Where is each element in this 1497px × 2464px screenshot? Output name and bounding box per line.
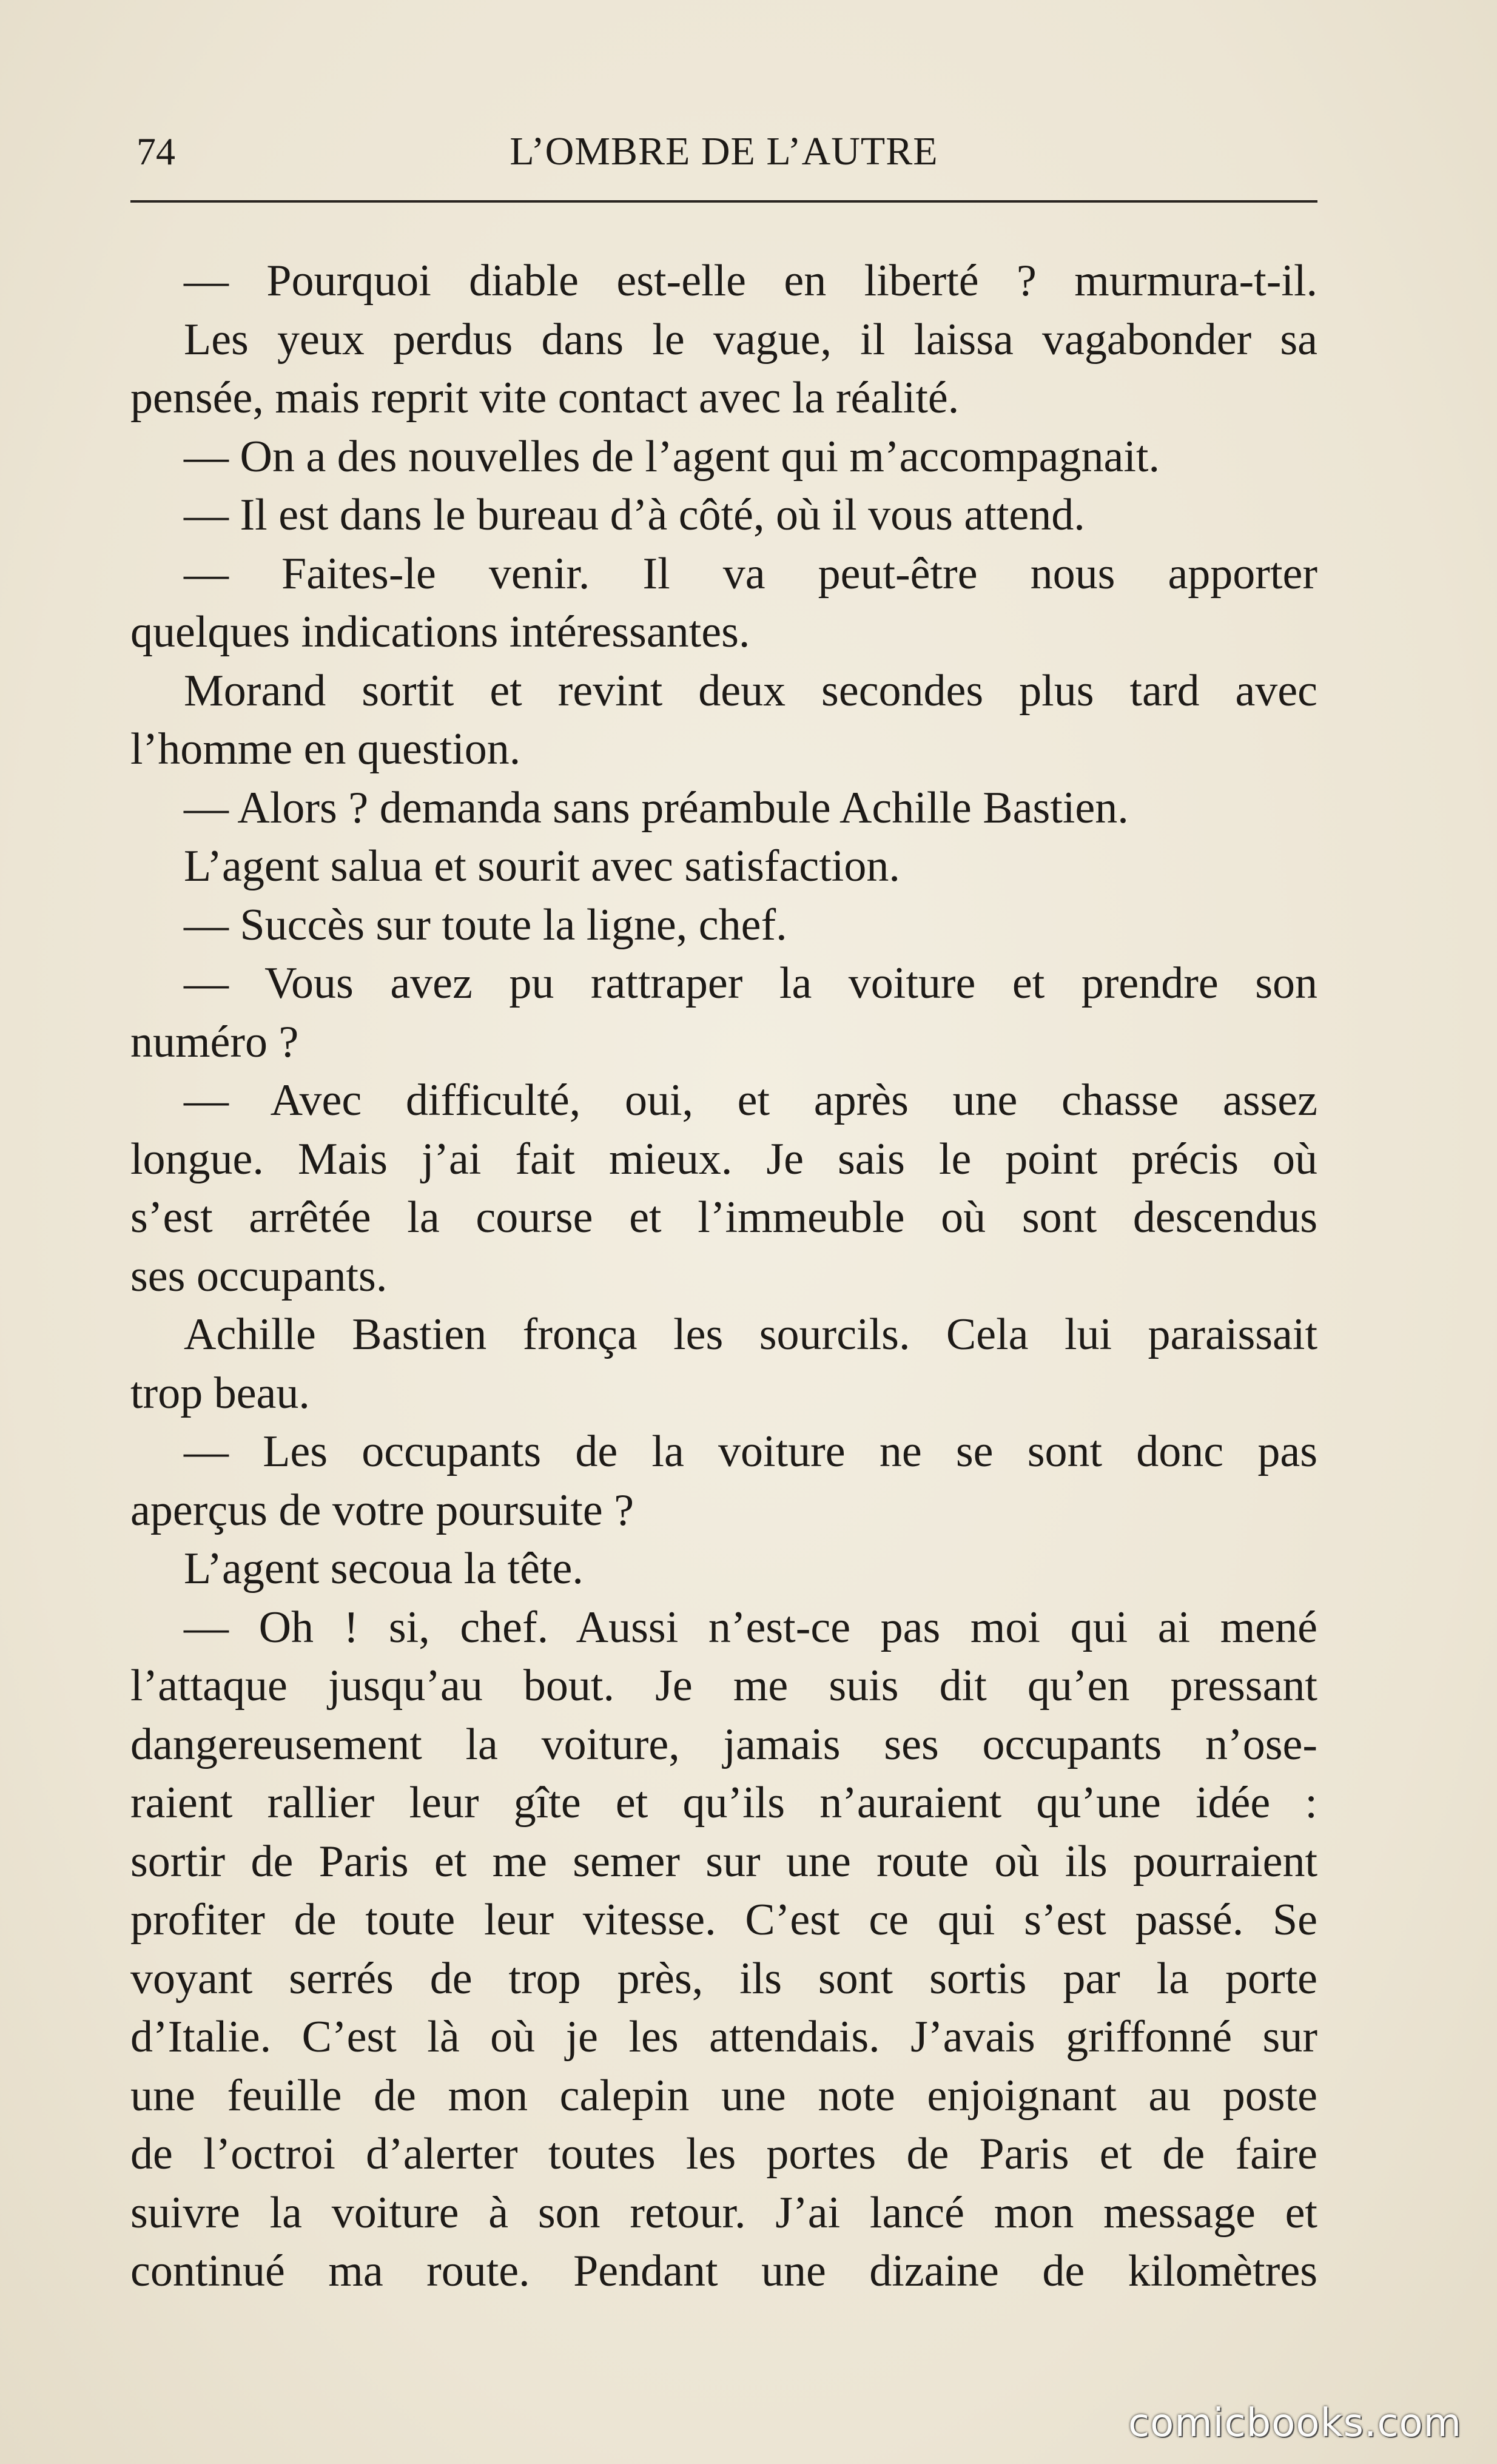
text-line: L’agent salua et sourit avec satisfaction. [184,841,900,891]
text-line: de l’octroi d’alerter toutes les portes de Paris et de faire [130,2129,1317,2179]
text-line: — Pourquoi diable est-elle en liberté ? murmura-t-il. [184,256,1317,306]
text-line: raient rallier leur gîte et qu’ils n’auraient qu’une idée : [130,1778,1317,1828]
text-line: numéro ? [130,1017,299,1067]
text-line: Achille Bastien fronça les sourcils. Cela lui paraissait [184,1310,1317,1359]
text-line: dangereusement la voiture, jamais ses occupants n’ose- [130,1719,1317,1769]
running-title: L’OMBRE DE L’AUTRE [510,129,938,173]
text-line: l’homme en question. [130,724,521,774]
body-text [130,252,1317,2301]
text-line: sortir de Paris et me semer sur une route où ils pourraient [130,1836,1317,1887]
text-line: suivre la voiture à son retour. J’ai lancé mon message et [130,2187,1317,2238]
text-line: s’est arrêtée la course et l’immeuble où sont descendus [130,1193,1317,1242]
page-number: 74 [136,130,175,173]
text-line: aperçus de votre poursuite ? [130,1485,634,1535]
text-line: — Avec difficulté, oui, et après une chasse assez [184,1075,1317,1125]
text-line: Les yeux perdus dans le vague, il laissa vagabonder sa [184,314,1317,365]
text-line: l’attaque jusqu’au bout. Je me suis dit qu’en pressant [130,1661,1317,1711]
text-line: L’agent secoua la tête. [184,1544,584,1594]
text-line: une feuille de mon calepin une note enjoignant au poste [130,2070,1317,2121]
text-line: — Oh ! si, chef. Aussi n’est-ce pas moi qui ai mené [184,1602,1317,1652]
text-line: — On a des nouvelles de l’agent qui m’accompagnait. [184,431,1160,482]
text-line: pensée, mais reprit vite contact avec la réalité. [130,373,960,423]
text-line: — Vous avez pu rattraper la voiture et prendre son [184,958,1317,1008]
page-header [130,124,1317,179]
text-line: — Il est dans le bureau d’à côté, où il vous attend. [184,490,1085,540]
text-line: profiter de toute leur vitesse. C’est ce qui s’est passé. Se [130,1895,1317,1945]
text-line: trop beau. [130,1368,310,1418]
text-line: longue. Mais j’ai fait mieux. Je sais le point précis où [130,1134,1317,1184]
text-line: — Les occupants de la voiture ne se sont donc pas [184,1427,1317,1476]
text-line: quelques indications intéressantes. [130,607,750,657]
text-line: voyant serrés de trop près, ils sont sortis par la porte [130,1953,1317,2004]
text-line: ses occupants. [130,1251,388,1301]
text-line: d’Italie. C’est là où je les attendais. J’avais griffonné sur [130,2012,1317,2062]
watermark-logo: comicbooks.com [1128,2401,1462,2446]
header-rule [130,200,1317,203]
text-line: — Succès sur toute la ligne, chef. [184,900,787,950]
text-line: — Faites-le venir. Il va peut-être nous apporter [184,548,1317,599]
text-line: continué ma route. Pendant une dizaine de kilomètres [130,2246,1317,2296]
text-line: Morand sortit et revint deux secondes plus tard avec [184,665,1317,716]
text-line: — Alors ? demanda sans préambule Achille Bastien. [184,783,1129,833]
